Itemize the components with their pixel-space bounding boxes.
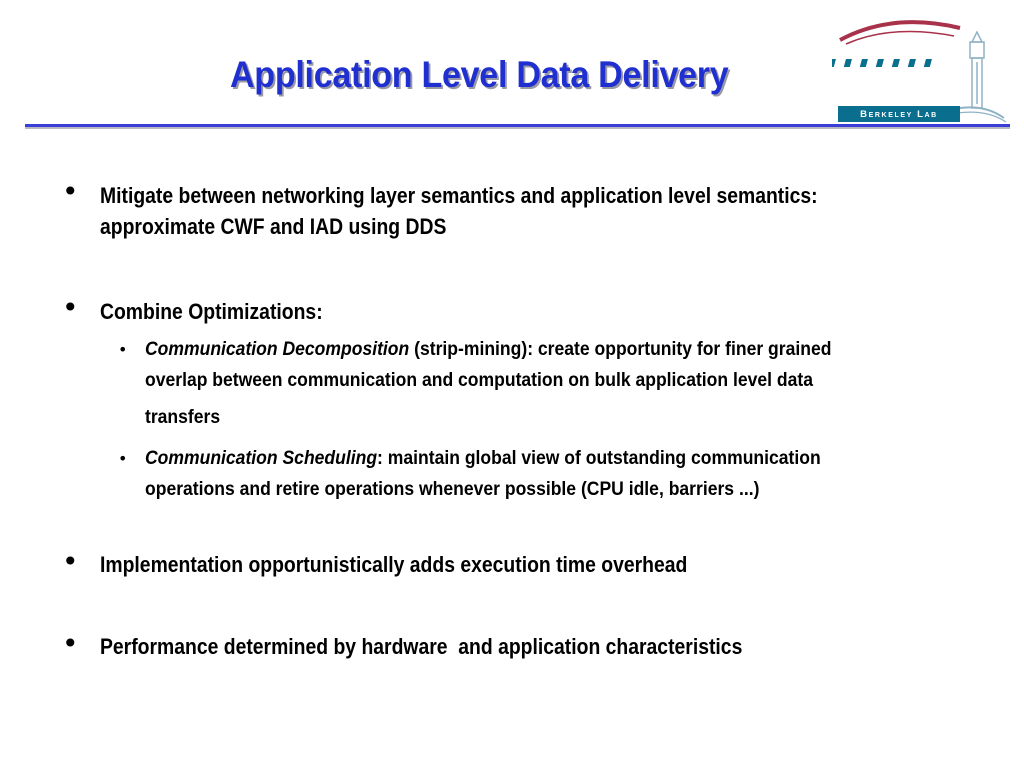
sub-bullet-italic: Communication Decomposition	[145, 338, 410, 360]
bullet-icon: •	[62, 545, 79, 578]
sub-bullet-rest: (strip-mining): create opportunity for finer grained	[409, 338, 832, 360]
bullet-icon: •	[62, 175, 79, 208]
sub-bullet-line: transfers	[145, 406, 221, 428]
slide-title: Application Level Data Delivery	[230, 54, 729, 95]
bullet-text: Implementation opportunistically adds execution time overhead	[100, 552, 688, 577]
sub-bullet-line: overlap between communication and computation on bulk application level data	[145, 369, 813, 391]
bullet-line: Mitigate between networking layer semantics and application level semantics:	[100, 183, 818, 208]
bullet-icon: •	[62, 627, 79, 660]
bullet-line: approximate CWF and IAD using DDS	[100, 214, 447, 239]
sub-bullet-text	[145, 443, 973, 505]
sub-bullet-italic: Communication Scheduling	[145, 447, 378, 469]
bullet-text	[100, 180, 980, 242]
sub-bullet-icon: •	[118, 340, 128, 359]
bullet-text: Combine Optimizations:	[100, 299, 323, 324]
bullet-icon: •	[62, 291, 79, 324]
bullet-text: Performance determined by hardware and application characteristics	[100, 634, 743, 659]
sub-bullet-icon: •	[118, 449, 128, 468]
sub-bullet-rest: : maintain global view of outstanding communication	[377, 447, 821, 469]
sub-bullet-line	[145, 334, 973, 365]
sub-bullet-line	[145, 443, 973, 474]
logo-label: Berkeley Lab	[838, 106, 960, 122]
sub-bullet-line: operations and retire operations whenever possible (CPU idle, barriers ...)	[145, 478, 760, 500]
sub-bullet-text	[145, 334, 973, 433]
